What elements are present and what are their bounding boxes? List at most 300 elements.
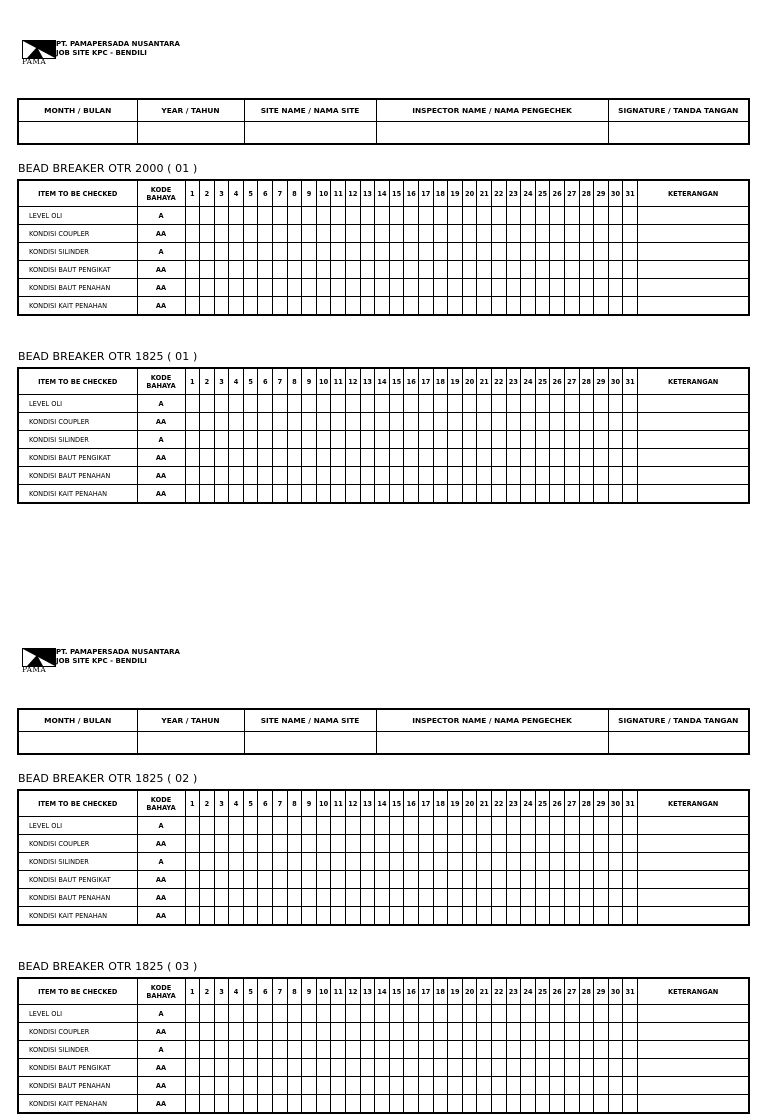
check-cell-day-22[interactable] bbox=[491, 431, 506, 449]
check-cell-day-30[interactable] bbox=[608, 1005, 623, 1023]
keterangan-cell[interactable] bbox=[637, 835, 749, 853]
check-cell-day-4[interactable] bbox=[229, 467, 244, 485]
check-cell-day-22[interactable] bbox=[491, 1077, 506, 1095]
check-cell-day-22[interactable] bbox=[491, 1023, 506, 1041]
check-cell-day-24[interactable] bbox=[521, 395, 536, 413]
check-cell-day-17[interactable] bbox=[419, 1077, 434, 1095]
check-cell-day-12[interactable] bbox=[346, 297, 361, 316]
check-cell-day-30[interactable] bbox=[608, 297, 623, 316]
check-cell-day-27[interactable] bbox=[564, 297, 579, 316]
check-cell-day-7[interactable] bbox=[273, 907, 288, 926]
check-cell-day-14[interactable] bbox=[375, 449, 390, 467]
check-cell-day-15[interactable] bbox=[389, 1095, 404, 1114]
check-cell-day-6[interactable] bbox=[258, 297, 273, 316]
keterangan-cell[interactable] bbox=[637, 413, 749, 431]
check-cell-day-17[interactable] bbox=[419, 907, 434, 926]
check-cell-day-17[interactable] bbox=[419, 485, 434, 504]
check-cell-day-28[interactable] bbox=[579, 817, 594, 835]
check-cell-day-18[interactable] bbox=[433, 449, 448, 467]
check-cell-day-15[interactable] bbox=[389, 817, 404, 835]
check-cell-day-4[interactable] bbox=[229, 207, 244, 225]
check-cell-day-11[interactable] bbox=[331, 817, 346, 835]
check-cell-day-21[interactable] bbox=[477, 261, 492, 279]
check-cell-day-1[interactable] bbox=[185, 871, 200, 889]
check-cell-day-14[interactable] bbox=[375, 1059, 390, 1077]
check-cell-day-27[interactable] bbox=[564, 225, 579, 243]
check-cell-day-23[interactable] bbox=[506, 835, 521, 853]
check-cell-day-28[interactable] bbox=[579, 467, 594, 485]
keterangan-cell[interactable] bbox=[637, 889, 749, 907]
check-cell-day-16[interactable] bbox=[404, 297, 419, 316]
check-cell-day-18[interactable] bbox=[433, 261, 448, 279]
check-cell-day-1[interactable] bbox=[185, 1023, 200, 1041]
check-cell-day-9[interactable] bbox=[302, 207, 317, 225]
check-cell-day-3[interactable] bbox=[214, 889, 229, 907]
check-cell-day-15[interactable] bbox=[389, 485, 404, 504]
check-cell-day-19[interactable] bbox=[448, 1041, 463, 1059]
inspector-name-field[interactable] bbox=[376, 732, 608, 755]
check-cell-day-3[interactable] bbox=[214, 817, 229, 835]
check-cell-day-16[interactable] bbox=[404, 1005, 419, 1023]
check-cell-day-3[interactable] bbox=[214, 1005, 229, 1023]
check-cell-day-11[interactable] bbox=[331, 1095, 346, 1114]
check-cell-day-16[interactable] bbox=[404, 485, 419, 504]
check-cell-day-25[interactable] bbox=[535, 1041, 550, 1059]
check-cell-day-12[interactable] bbox=[346, 1059, 361, 1077]
check-cell-day-26[interactable] bbox=[550, 413, 565, 431]
check-cell-day-12[interactable] bbox=[346, 207, 361, 225]
check-cell-day-20[interactable] bbox=[462, 817, 477, 835]
check-cell-day-23[interactable] bbox=[506, 1005, 521, 1023]
check-cell-day-6[interactable] bbox=[258, 1005, 273, 1023]
check-cell-day-6[interactable] bbox=[258, 871, 273, 889]
check-cell-day-9[interactable] bbox=[302, 1095, 317, 1114]
check-cell-day-13[interactable] bbox=[360, 485, 375, 504]
check-cell-day-26[interactable] bbox=[550, 485, 565, 504]
check-cell-day-21[interactable] bbox=[477, 1095, 492, 1114]
check-cell-day-10[interactable] bbox=[316, 207, 331, 225]
check-cell-day-30[interactable] bbox=[608, 207, 623, 225]
check-cell-day-20[interactable] bbox=[462, 413, 477, 431]
check-cell-day-6[interactable] bbox=[258, 431, 273, 449]
check-cell-day-17[interactable] bbox=[419, 431, 434, 449]
check-cell-day-26[interactable] bbox=[550, 817, 565, 835]
check-cell-day-5[interactable] bbox=[243, 413, 258, 431]
check-cell-day-16[interactable] bbox=[404, 225, 419, 243]
check-cell-day-17[interactable] bbox=[419, 1041, 434, 1059]
check-cell-day-1[interactable] bbox=[185, 243, 200, 261]
check-cell-day-24[interactable] bbox=[521, 225, 536, 243]
check-cell-day-1[interactable] bbox=[185, 1041, 200, 1059]
check-cell-day-3[interactable] bbox=[214, 395, 229, 413]
check-cell-day-26[interactable] bbox=[550, 243, 565, 261]
keterangan-cell[interactable] bbox=[637, 431, 749, 449]
check-cell-day-6[interactable] bbox=[258, 485, 273, 504]
check-cell-day-30[interactable] bbox=[608, 261, 623, 279]
check-cell-day-27[interactable] bbox=[564, 467, 579, 485]
check-cell-day-14[interactable] bbox=[375, 395, 390, 413]
check-cell-day-27[interactable] bbox=[564, 1005, 579, 1023]
check-cell-day-28[interactable] bbox=[579, 853, 594, 871]
check-cell-day-2[interactable] bbox=[200, 889, 215, 907]
check-cell-day-14[interactable] bbox=[375, 1077, 390, 1095]
check-cell-day-21[interactable] bbox=[477, 1023, 492, 1041]
check-cell-day-12[interactable] bbox=[346, 1005, 361, 1023]
check-cell-day-31[interactable] bbox=[623, 907, 638, 926]
check-cell-day-2[interactable] bbox=[200, 1041, 215, 1059]
check-cell-day-20[interactable] bbox=[462, 1005, 477, 1023]
check-cell-day-18[interactable] bbox=[433, 431, 448, 449]
check-cell-day-30[interactable] bbox=[608, 817, 623, 835]
check-cell-day-29[interactable] bbox=[594, 449, 609, 467]
check-cell-day-31[interactable] bbox=[623, 817, 638, 835]
check-cell-day-13[interactable] bbox=[360, 1041, 375, 1059]
check-cell-day-14[interactable] bbox=[375, 279, 390, 297]
check-cell-day-27[interactable] bbox=[564, 1059, 579, 1077]
check-cell-day-31[interactable] bbox=[623, 889, 638, 907]
check-cell-day-7[interactable] bbox=[273, 1077, 288, 1095]
check-cell-day-23[interactable] bbox=[506, 467, 521, 485]
check-cell-day-16[interactable] bbox=[404, 449, 419, 467]
check-cell-day-26[interactable] bbox=[550, 225, 565, 243]
check-cell-day-24[interactable] bbox=[521, 853, 536, 871]
check-cell-day-7[interactable] bbox=[273, 261, 288, 279]
check-cell-day-15[interactable] bbox=[389, 467, 404, 485]
check-cell-day-11[interactable] bbox=[331, 853, 346, 871]
check-cell-day-19[interactable] bbox=[448, 1077, 463, 1095]
check-cell-day-26[interactable] bbox=[550, 279, 565, 297]
check-cell-day-19[interactable] bbox=[448, 1059, 463, 1077]
site-name-field[interactable] bbox=[244, 732, 376, 755]
check-cell-day-12[interactable] bbox=[346, 835, 361, 853]
check-cell-day-8[interactable] bbox=[287, 243, 302, 261]
check-cell-day-15[interactable] bbox=[389, 431, 404, 449]
check-cell-day-1[interactable] bbox=[185, 1005, 200, 1023]
check-cell-day-22[interactable] bbox=[491, 853, 506, 871]
check-cell-day-30[interactable] bbox=[608, 225, 623, 243]
check-cell-day-27[interactable] bbox=[564, 817, 579, 835]
check-cell-day-21[interactable] bbox=[477, 1041, 492, 1059]
keterangan-cell[interactable] bbox=[637, 243, 749, 261]
keterangan-cell[interactable] bbox=[637, 1059, 749, 1077]
check-cell-day-20[interactable] bbox=[462, 1095, 477, 1114]
check-cell-day-28[interactable] bbox=[579, 395, 594, 413]
check-cell-day-30[interactable] bbox=[608, 1023, 623, 1041]
check-cell-day-13[interactable] bbox=[360, 1005, 375, 1023]
check-cell-day-21[interactable] bbox=[477, 431, 492, 449]
check-cell-day-19[interactable] bbox=[448, 1005, 463, 1023]
check-cell-day-5[interactable] bbox=[243, 297, 258, 316]
check-cell-day-3[interactable] bbox=[214, 297, 229, 316]
check-cell-day-18[interactable] bbox=[433, 1095, 448, 1114]
check-cell-day-31[interactable] bbox=[623, 1023, 638, 1041]
check-cell-day-10[interactable] bbox=[316, 907, 331, 926]
check-cell-day-24[interactable] bbox=[521, 1059, 536, 1077]
check-cell-day-30[interactable] bbox=[608, 467, 623, 485]
check-cell-day-22[interactable] bbox=[491, 279, 506, 297]
check-cell-day-4[interactable] bbox=[229, 261, 244, 279]
check-cell-day-17[interactable] bbox=[419, 1059, 434, 1077]
check-cell-day-26[interactable] bbox=[550, 297, 565, 316]
check-cell-day-8[interactable] bbox=[287, 871, 302, 889]
check-cell-day-3[interactable] bbox=[214, 243, 229, 261]
check-cell-day-25[interactable] bbox=[535, 413, 550, 431]
check-cell-day-6[interactable] bbox=[258, 395, 273, 413]
check-cell-day-28[interactable] bbox=[579, 431, 594, 449]
check-cell-day-24[interactable] bbox=[521, 243, 536, 261]
check-cell-day-15[interactable] bbox=[389, 449, 404, 467]
check-cell-day-23[interactable] bbox=[506, 279, 521, 297]
check-cell-day-11[interactable] bbox=[331, 1005, 346, 1023]
check-cell-day-29[interactable] bbox=[594, 261, 609, 279]
check-cell-day-24[interactable] bbox=[521, 431, 536, 449]
check-cell-day-18[interactable] bbox=[433, 817, 448, 835]
keterangan-cell[interactable] bbox=[637, 1095, 749, 1114]
check-cell-day-20[interactable] bbox=[462, 1023, 477, 1041]
check-cell-day-30[interactable] bbox=[608, 485, 623, 504]
check-cell-day-23[interactable] bbox=[506, 889, 521, 907]
check-cell-day-31[interactable] bbox=[623, 467, 638, 485]
check-cell-day-27[interactable] bbox=[564, 889, 579, 907]
check-cell-day-3[interactable] bbox=[214, 1023, 229, 1041]
check-cell-day-4[interactable] bbox=[229, 485, 244, 504]
check-cell-day-23[interactable] bbox=[506, 1095, 521, 1114]
keterangan-cell[interactable] bbox=[637, 261, 749, 279]
check-cell-day-3[interactable] bbox=[214, 225, 229, 243]
check-cell-day-4[interactable] bbox=[229, 225, 244, 243]
check-cell-day-10[interactable] bbox=[316, 1077, 331, 1095]
check-cell-day-9[interactable] bbox=[302, 225, 317, 243]
check-cell-day-24[interactable] bbox=[521, 835, 536, 853]
check-cell-day-22[interactable] bbox=[491, 1005, 506, 1023]
check-cell-day-12[interactable] bbox=[346, 817, 361, 835]
check-cell-day-14[interactable] bbox=[375, 431, 390, 449]
check-cell-day-7[interactable] bbox=[273, 207, 288, 225]
check-cell-day-30[interactable] bbox=[608, 243, 623, 261]
check-cell-day-15[interactable] bbox=[389, 1077, 404, 1095]
check-cell-day-12[interactable] bbox=[346, 431, 361, 449]
check-cell-day-27[interactable] bbox=[564, 1095, 579, 1114]
check-cell-day-21[interactable] bbox=[477, 853, 492, 871]
check-cell-day-4[interactable] bbox=[229, 1095, 244, 1114]
check-cell-day-25[interactable] bbox=[535, 1095, 550, 1114]
check-cell-day-11[interactable] bbox=[331, 431, 346, 449]
check-cell-day-6[interactable] bbox=[258, 207, 273, 225]
check-cell-day-10[interactable] bbox=[316, 243, 331, 261]
check-cell-day-12[interactable] bbox=[346, 243, 361, 261]
check-cell-day-21[interactable] bbox=[477, 449, 492, 467]
check-cell-day-23[interactable] bbox=[506, 1041, 521, 1059]
check-cell-day-18[interactable] bbox=[433, 1041, 448, 1059]
check-cell-day-9[interactable] bbox=[302, 1023, 317, 1041]
check-cell-day-1[interactable] bbox=[185, 207, 200, 225]
check-cell-day-26[interactable] bbox=[550, 889, 565, 907]
check-cell-day-9[interactable] bbox=[302, 449, 317, 467]
check-cell-day-16[interactable] bbox=[404, 261, 419, 279]
check-cell-day-18[interactable] bbox=[433, 279, 448, 297]
check-cell-day-4[interactable] bbox=[229, 279, 244, 297]
check-cell-day-30[interactable] bbox=[608, 907, 623, 926]
check-cell-day-2[interactable] bbox=[200, 395, 215, 413]
keterangan-cell[interactable] bbox=[637, 225, 749, 243]
check-cell-day-6[interactable] bbox=[258, 1095, 273, 1114]
check-cell-day-5[interactable] bbox=[243, 449, 258, 467]
check-cell-day-6[interactable] bbox=[258, 1077, 273, 1095]
check-cell-day-6[interactable] bbox=[258, 413, 273, 431]
check-cell-day-14[interactable] bbox=[375, 467, 390, 485]
check-cell-day-3[interactable] bbox=[214, 207, 229, 225]
check-cell-day-15[interactable] bbox=[389, 1059, 404, 1077]
check-cell-day-9[interactable] bbox=[302, 871, 317, 889]
keterangan-cell[interactable] bbox=[637, 485, 749, 504]
check-cell-day-20[interactable] bbox=[462, 395, 477, 413]
check-cell-day-12[interactable] bbox=[346, 413, 361, 431]
check-cell-day-19[interactable] bbox=[448, 907, 463, 926]
check-cell-day-23[interactable] bbox=[506, 297, 521, 316]
check-cell-day-5[interactable] bbox=[243, 889, 258, 907]
check-cell-day-10[interactable] bbox=[316, 279, 331, 297]
check-cell-day-11[interactable] bbox=[331, 835, 346, 853]
check-cell-day-7[interactable] bbox=[273, 243, 288, 261]
check-cell-day-16[interactable] bbox=[404, 1077, 419, 1095]
check-cell-day-22[interactable] bbox=[491, 485, 506, 504]
keterangan-cell[interactable] bbox=[637, 449, 749, 467]
check-cell-day-28[interactable] bbox=[579, 485, 594, 504]
check-cell-day-29[interactable] bbox=[594, 485, 609, 504]
check-cell-day-27[interactable] bbox=[564, 853, 579, 871]
check-cell-day-30[interactable] bbox=[608, 449, 623, 467]
check-cell-day-23[interactable] bbox=[506, 1023, 521, 1041]
check-cell-day-13[interactable] bbox=[360, 871, 375, 889]
check-cell-day-11[interactable] bbox=[331, 449, 346, 467]
check-cell-day-22[interactable] bbox=[491, 297, 506, 316]
check-cell-day-31[interactable] bbox=[623, 243, 638, 261]
check-cell-day-13[interactable] bbox=[360, 467, 375, 485]
check-cell-day-27[interactable] bbox=[564, 485, 579, 504]
check-cell-day-10[interactable] bbox=[316, 853, 331, 871]
check-cell-day-15[interactable] bbox=[389, 889, 404, 907]
check-cell-day-15[interactable] bbox=[389, 243, 404, 261]
check-cell-day-17[interactable] bbox=[419, 261, 434, 279]
check-cell-day-20[interactable] bbox=[462, 225, 477, 243]
check-cell-day-17[interactable] bbox=[419, 207, 434, 225]
check-cell-day-16[interactable] bbox=[404, 279, 419, 297]
check-cell-day-5[interactable] bbox=[243, 1095, 258, 1114]
check-cell-day-14[interactable] bbox=[375, 907, 390, 926]
check-cell-day-24[interactable] bbox=[521, 485, 536, 504]
check-cell-day-17[interactable] bbox=[419, 395, 434, 413]
check-cell-day-13[interactable] bbox=[360, 449, 375, 467]
check-cell-day-8[interactable] bbox=[287, 1059, 302, 1077]
check-cell-day-12[interactable] bbox=[346, 485, 361, 504]
check-cell-day-26[interactable] bbox=[550, 1023, 565, 1041]
check-cell-day-3[interactable] bbox=[214, 413, 229, 431]
check-cell-day-17[interactable] bbox=[419, 243, 434, 261]
check-cell-day-13[interactable] bbox=[360, 413, 375, 431]
check-cell-day-25[interactable] bbox=[535, 261, 550, 279]
check-cell-day-23[interactable] bbox=[506, 907, 521, 926]
check-cell-day-25[interactable] bbox=[535, 871, 550, 889]
check-cell-day-8[interactable] bbox=[287, 431, 302, 449]
check-cell-day-29[interactable] bbox=[594, 907, 609, 926]
check-cell-day-17[interactable] bbox=[419, 853, 434, 871]
check-cell-day-14[interactable] bbox=[375, 871, 390, 889]
check-cell-day-5[interactable] bbox=[243, 1041, 258, 1059]
check-cell-day-10[interactable] bbox=[316, 889, 331, 907]
check-cell-day-8[interactable] bbox=[287, 1077, 302, 1095]
check-cell-day-27[interactable] bbox=[564, 1077, 579, 1095]
check-cell-day-17[interactable] bbox=[419, 449, 434, 467]
check-cell-day-31[interactable] bbox=[623, 1041, 638, 1059]
check-cell-day-21[interactable] bbox=[477, 835, 492, 853]
check-cell-day-4[interactable] bbox=[229, 1005, 244, 1023]
check-cell-day-28[interactable] bbox=[579, 279, 594, 297]
check-cell-day-20[interactable] bbox=[462, 889, 477, 907]
check-cell-day-17[interactable] bbox=[419, 279, 434, 297]
check-cell-day-31[interactable] bbox=[623, 279, 638, 297]
check-cell-day-27[interactable] bbox=[564, 1023, 579, 1041]
check-cell-day-24[interactable] bbox=[521, 261, 536, 279]
check-cell-day-24[interactable] bbox=[521, 1041, 536, 1059]
check-cell-day-29[interactable] bbox=[594, 1023, 609, 1041]
check-cell-day-17[interactable] bbox=[419, 889, 434, 907]
check-cell-day-28[interactable] bbox=[579, 261, 594, 279]
keterangan-cell[interactable] bbox=[637, 1005, 749, 1023]
check-cell-day-21[interactable] bbox=[477, 207, 492, 225]
check-cell-day-25[interactable] bbox=[535, 485, 550, 504]
check-cell-day-30[interactable] bbox=[608, 395, 623, 413]
check-cell-day-1[interactable] bbox=[185, 485, 200, 504]
check-cell-day-9[interactable] bbox=[302, 431, 317, 449]
check-cell-day-7[interactable] bbox=[273, 1023, 288, 1041]
check-cell-day-29[interactable] bbox=[594, 1095, 609, 1114]
check-cell-day-3[interactable] bbox=[214, 431, 229, 449]
check-cell-day-24[interactable] bbox=[521, 279, 536, 297]
check-cell-day-1[interactable] bbox=[185, 889, 200, 907]
check-cell-day-29[interactable] bbox=[594, 395, 609, 413]
check-cell-day-22[interactable] bbox=[491, 889, 506, 907]
check-cell-day-2[interactable] bbox=[200, 225, 215, 243]
check-cell-day-25[interactable] bbox=[535, 889, 550, 907]
check-cell-day-31[interactable] bbox=[623, 207, 638, 225]
check-cell-day-21[interactable] bbox=[477, 413, 492, 431]
check-cell-day-4[interactable] bbox=[229, 907, 244, 926]
check-cell-day-22[interactable] bbox=[491, 207, 506, 225]
check-cell-day-8[interactable] bbox=[287, 279, 302, 297]
check-cell-day-27[interactable] bbox=[564, 207, 579, 225]
check-cell-day-5[interactable] bbox=[243, 835, 258, 853]
check-cell-day-24[interactable] bbox=[521, 817, 536, 835]
check-cell-day-3[interactable] bbox=[214, 1095, 229, 1114]
check-cell-day-26[interactable] bbox=[550, 1095, 565, 1114]
check-cell-day-13[interactable] bbox=[360, 261, 375, 279]
check-cell-day-11[interactable] bbox=[331, 907, 346, 926]
check-cell-day-5[interactable] bbox=[243, 1005, 258, 1023]
check-cell-day-16[interactable] bbox=[404, 431, 419, 449]
check-cell-day-15[interactable] bbox=[389, 1041, 404, 1059]
check-cell-day-25[interactable] bbox=[535, 243, 550, 261]
check-cell-day-26[interactable] bbox=[550, 467, 565, 485]
check-cell-day-27[interactable] bbox=[564, 835, 579, 853]
check-cell-day-22[interactable] bbox=[491, 1041, 506, 1059]
check-cell-day-27[interactable] bbox=[564, 261, 579, 279]
check-cell-day-11[interactable] bbox=[331, 297, 346, 316]
check-cell-day-1[interactable] bbox=[185, 1095, 200, 1114]
check-cell-day-5[interactable] bbox=[243, 817, 258, 835]
check-cell-day-19[interactable] bbox=[448, 467, 463, 485]
signature-field[interactable] bbox=[608, 732, 749, 755]
check-cell-day-29[interactable] bbox=[594, 1077, 609, 1095]
